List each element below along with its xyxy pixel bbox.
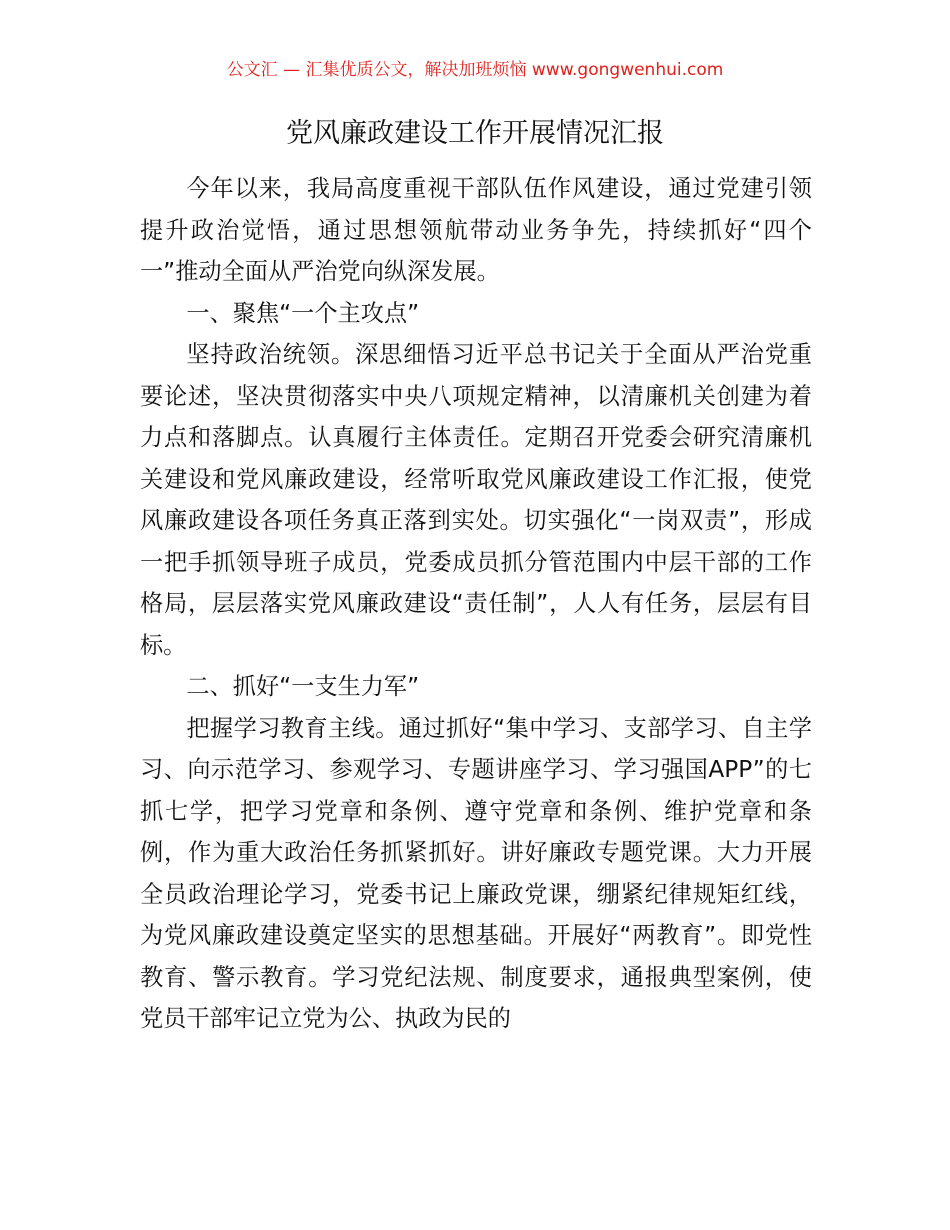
section-1-paragraph: 坚持政治统领。深思细悟习近平总书记关于全面从严治党重要论述，坚决贯彻落实中央八项规定精神，以清廉机关创建为着力点和落脚点。认真履行主体责任。定期召开党委会研究清廉机关建设和党风廉政建设，经常听取党风廉政建设工作汇报，使党风廉政建设各项任务真正落到实处。切实强化“一岗双责”，形成一把手抓领导班子成员，党委成员抓分管范围内中层干部的工作格局，层层落实党风廉政建设“责任制”，人人有任务，层层有目标。 xyxy=(140,341,812,659)
section-2-paragraph: 把握学习教育主线。通过抓好“集中学习、支部学习、自主学习、向示范学习、参观学习、专题讲座学习、学习强国APP”的七抓七学，把学习党章和条例、遵守党章和条例、维护党章和条例，作为重大政治任务抓紧抓好。讲好廉政专题党课。大力开展全员政治理论学习，党委书记上廉政党课，绷紧纪律规矩红线，为党风廉政建设奠定坚实的思想基础。开展好“两教育”。即党性教育、警示教育。学习党纪法规、制度要求，通报典型案例，使党员干部牢记立党为公、执政为民的 xyxy=(140,714,812,1032)
document-title: 党风廉政建设工作开展情况汇报 xyxy=(286,118,664,149)
section-heading-1: 一、聚焦“一个主攻点” xyxy=(186,299,420,327)
section-heading-2: 二、抓好“一支生力军” xyxy=(186,673,420,700)
watermark-header: 公文汇 — 汇集优质公文，解决加班烦恼 www.gongwenhui.com xyxy=(226,60,724,80)
document-body xyxy=(140,168,812,1040)
intro-paragraph: 今年以来，我局高度重视干部队伍作风建设，通过党建引领提升政治觉悟，通过思想领航带动业务争先，持续抓好“四个一”推动全面从严治党向纵深发展。 xyxy=(140,175,812,285)
